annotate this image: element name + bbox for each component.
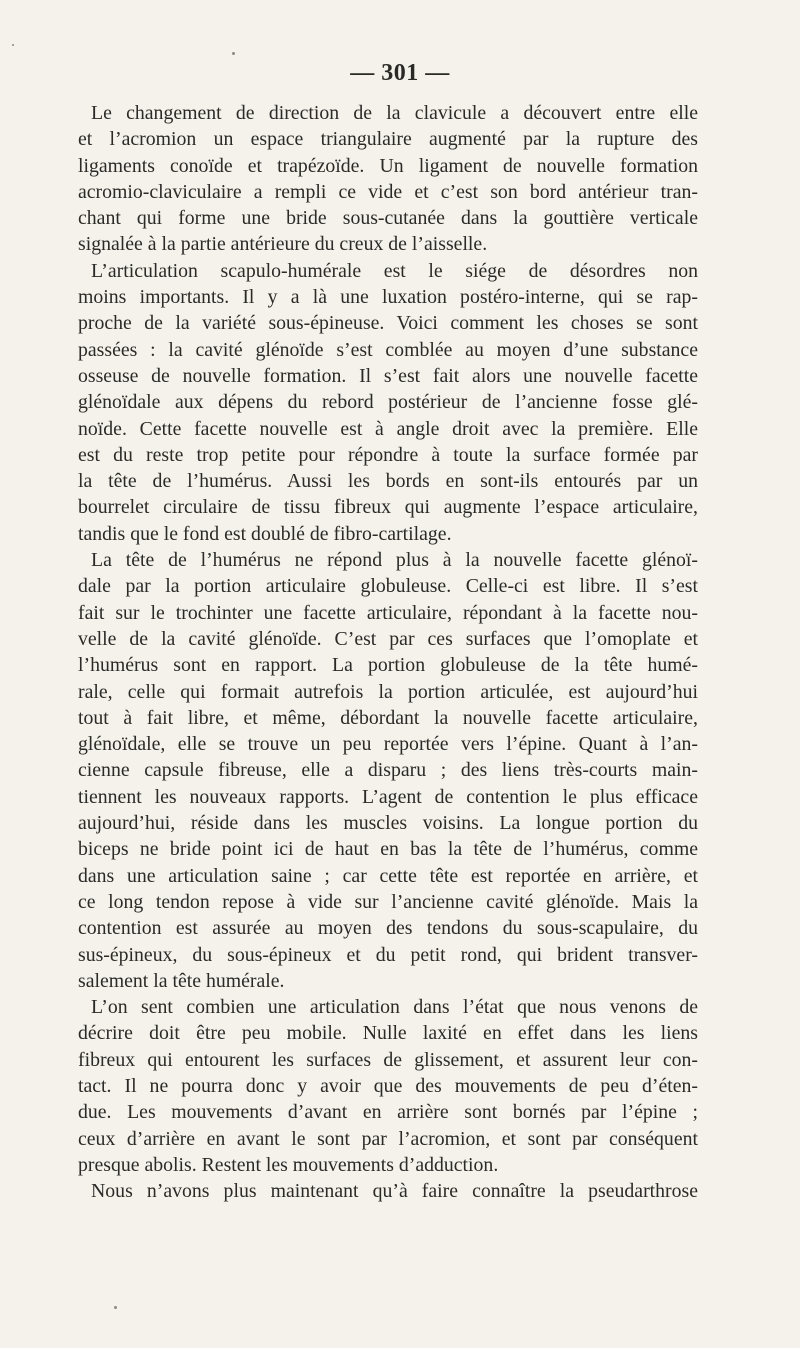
text-line: Le changement de direction de la clavicule a découvert entre elle [91,102,698,124]
text-line: rale, celle qui formait autrefois la portion articulée, est aujourd’hui [78,680,698,703]
paragraph [78,1178,698,1204]
paragraph [78,100,698,258]
text-line: ceux d’arrière en avant le sont par l’acromion, et sont par conséquent [78,1127,698,1150]
text-line: salement la tête humérale. [78,969,285,992]
text-line: aujourd’hui, réside dans les muscles voisins. La longue portion du [78,812,698,835]
text-line: bourrelet circulaire de tissu fibreux qui augmente l’espace articulaire, [78,496,698,519]
text-line: presque abolis. Restent les mouvements d’adduction. [78,1153,499,1176]
text-line: Nous n’avons plus maintenant qu’à faire connaître la pseudarthrose [91,1180,698,1203]
text-line: sus-épineux, du sous-épineux et du petit rond, qui brident transver- [78,943,698,966]
paper-speck [114,1306,117,1309]
text-line: tact. Il ne pourra donc y avoir que des mouvements de peu d’éten- [78,1074,698,1097]
paragraph [78,258,698,547]
text-line: l’humérus sont en rapport. La portion globuleuse de la tête humé- [78,654,698,677]
text-line: dans une articulation saine ; car cette tête est reportée en arrière, et [78,864,698,887]
text-line: moins importants. Il y a là une luxation postéro-interne, qui se rap- [78,286,698,309]
paper-speck [12,44,14,46]
paragraph [78,994,698,1178]
text-line: osseuse de nouvelle formation. Il s’est fait alors une nouvelle facette [78,364,698,387]
text-line: contention est assurée au moyen des tendons du sous-scapulaire, du [78,917,698,940]
paper-speck [232,52,235,55]
text-line: proche de la variété sous-épineuse. Voici comment les choses se sont [78,312,698,335]
text-line: signalée à la partie antérieure du creux de l’aisselle. [78,233,488,256]
text-line: noïde. Cette facette nouvelle est à angle droit avec la première. Elle [78,417,698,440]
paragraph [78,547,698,994]
text-line: cienne capsule fibreuse, elle a disparu ; des liens très-courts main- [78,759,698,782]
text-line: tandis que le fond est doublé de fibro-cartilage. [78,522,452,545]
text-line: chant qui forme une bride sous-cutanée dans la gouttière verticale [78,207,698,230]
text-line: La tête de l’humérus ne répond plus à la nouvelle facette glénoï- [91,549,698,572]
text-line: passées : la cavité glénoïde s’est comblée au moyen d’une substance [78,338,698,361]
text-line: acromio-claviculaire a rempli ce vide et c’est son bord antérieur tran- [78,180,698,203]
text-line: décrire doit être peu mobile. Nulle laxité en effet dans les liens [78,1022,698,1045]
text-line: glénoïdale aux dépens du rebord postérieur de l’ancienne fosse glé- [78,391,698,414]
body-text [78,100,698,1204]
text-line: fait sur le trochinter une facette articulaire, répondant à la facette nou- [78,601,698,624]
text-line: glénoïdale, elle se trouve un peu reportée vers l’épine. Quant à l’an- [78,733,698,756]
text-line: et l’acromion un espace triangulaire augmenté par la rupture des [78,128,698,151]
text-line: L’on sent combien une articulation dans l’état que nous venons de [91,996,698,1019]
text-line: la tête de l’humérus. Aussi les bords en sont-ils entourés par un [78,470,698,493]
text-line: L’articulation scapulo-humérale est le siége de désordres non [91,259,698,282]
text-line: tiennent les nouveaux rapports. L’agent de contention le plus efficace [78,785,698,808]
text-line: due. Les mouvements d’avant en arrière sont bornés par l’épine ; [78,1101,698,1124]
text-line: est du reste trop petite pour répondre à toute la surface formée par [78,443,698,466]
text-line: velle de la cavité glénoïde. C’est par ces surfaces que l’omoplate et [78,627,698,650]
text-line: biceps ne bride point ici de haut en bas la tête de l’humérus, comme [78,838,698,861]
text-line: tout à fait libre, et même, débordant la nouvelle facette articulaire, [78,706,698,729]
text-line: ligaments conoïde et trapézoïde. Un ligament de nouvelle formation [78,154,698,177]
text-line: fibreux qui entourent les surfaces de glissement, et assurent leur con- [78,1048,698,1071]
text-line: dale par la portion articulaire globuleuse. Celle-ci est libre. Il s’est [78,575,698,598]
page-number: — 301 — [350,60,450,86]
text-line: ce long tendon repose à vide sur l’ancienne cavité glénoïde. Mais la [78,890,698,913]
